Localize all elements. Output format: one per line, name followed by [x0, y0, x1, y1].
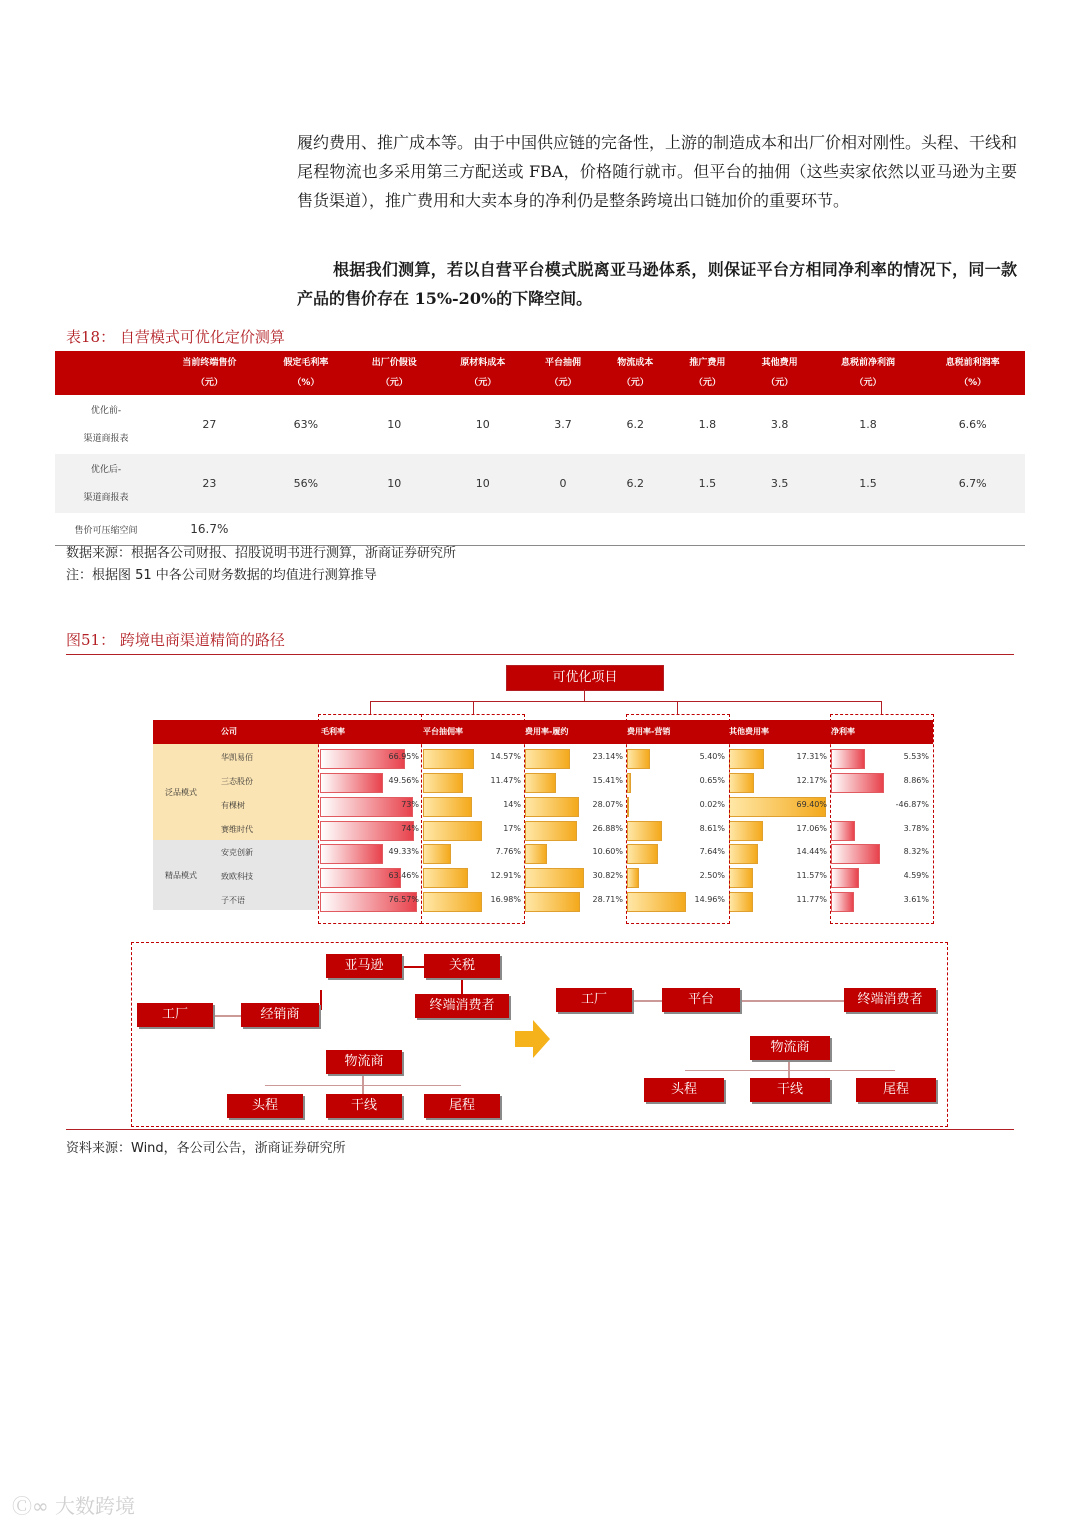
table-cell: 10: [439, 454, 527, 513]
flow-line: [461, 978, 463, 994]
company-name: 有棵树: [221, 801, 245, 810]
table-cell: 23: [157, 454, 262, 513]
table18-header-cell: 其他费用 （元）: [743, 351, 815, 395]
company-name: 致欧科技: [221, 872, 253, 881]
company-name: 华凯易佰: [221, 753, 253, 762]
table-cell: 63%: [262, 395, 350, 454]
table-cell: 6.2: [599, 454, 671, 513]
figure51-source: 资料来源：Wind，各公司公告，浙商证券研究所: [66, 1141, 346, 1156]
body-paragraph-2: 根据我们测算，若以自营平台模式脱离亚马逊体系，则保证平台方相同净利率的情况下，同一款产品的售价存在 15%-20%的下降空间。: [297, 260, 1017, 308]
table18-header-cell: 息税前净利润 （元）: [816, 351, 921, 395]
value-label: 7.76%: [495, 847, 521, 856]
table18-header-cell: 出厂价假设 （元）: [350, 351, 438, 395]
table18-header-cell: 原材料成本 （元）: [439, 351, 527, 395]
arrow-right-icon: [515, 1020, 551, 1058]
value-label: 11.57%: [796, 871, 827, 880]
value-label: 4.59%: [903, 871, 929, 880]
header-company: 公司: [221, 727, 237, 736]
flow-trunk-box: 干线: [326, 1094, 402, 1118]
value-label: 0.65%: [699, 776, 725, 785]
flow-factory-box-right: 工厂: [556, 988, 632, 1012]
header-net-margin: 净利率: [831, 727, 855, 736]
header-gross-margin: 毛利率: [321, 727, 345, 736]
flow-trunk-box-right: 干线: [750, 1078, 830, 1102]
flow-line: [685, 1070, 895, 1071]
value-label: -46.87%: [895, 800, 929, 809]
value-label: 10.60%: [592, 847, 623, 856]
table18-note: 注：根据图 51 中各公司财务数据的均值进行测算推导: [66, 568, 377, 583]
table-cell: 27: [157, 395, 262, 454]
connector: [370, 701, 882, 702]
table18-header-blank: [55, 351, 157, 395]
table-cell: 1.8: [671, 395, 743, 454]
value-label: 11.77%: [796, 895, 827, 904]
value-label: 66.95%: [388, 752, 419, 761]
group-name: 泛品模式: [165, 788, 197, 797]
value-label: 14.44%: [796, 847, 827, 856]
flow-logistics-box-right: 物流商: [750, 1036, 830, 1060]
flow-line: [402, 966, 424, 968]
flow-consumer-box: 终端消费者: [415, 994, 509, 1018]
table18: [55, 351, 1025, 546]
flow-tariff-box: 关税: [424, 954, 500, 978]
table18-header-cell: 息税前利润率 （%）: [920, 351, 1025, 395]
flow-first-leg-box-right: 头程: [644, 1078, 724, 1102]
table-cell: 3.7: [527, 395, 599, 454]
table-cell: 6.6%: [920, 395, 1025, 454]
optimizable-items-box: 可优化项目: [506, 665, 664, 691]
watermark-logo-icon: Ⓒ∞: [12, 1494, 49, 1518]
value-label: 5.53%: [903, 752, 929, 761]
table18-row-after: [55, 454, 1025, 513]
header-marketing: 费用率-营销: [627, 727, 671, 736]
value-label: 8.32%: [903, 847, 929, 856]
value-label: 17.31%: [796, 752, 827, 761]
value-label: 14.96%: [694, 895, 725, 904]
value-label: 28.07%: [592, 800, 623, 809]
table18-header-cell: 平台抽佣 （元）: [527, 351, 599, 395]
value-label: 49.56%: [388, 776, 419, 785]
header-fulfillment: 费用率-履约: [525, 727, 569, 736]
table18-header-cell: 当前终端售价 （元）: [157, 351, 262, 395]
value-label: 5.40%: [699, 752, 725, 761]
table-cell: 6.7%: [920, 454, 1025, 513]
value-label: 17.06%: [796, 824, 827, 833]
table-cell: 10: [439, 395, 527, 454]
company-name: 子不语: [221, 896, 245, 905]
row-label: 优化前- 渠道商报表: [55, 395, 157, 454]
value-label: 3.61%: [903, 895, 929, 904]
value-label: 7.64%: [699, 847, 725, 856]
body-paragraph-1: 履约费用、推广成本等。由于中国供应链的完备性，上游的制造成本和出厂价相对刚性。头程、干线和尾程物流也多采用第三方配送或 FBA，价格随行就市。但平台的抽佣（这些卖家依然以亚马逊为主要售货渠道），推广费用和大卖本身的净利仍是整条跨境出口链加价的重要环节。: [297, 133, 1018, 210]
header-commission: 平台抽佣率: [423, 727, 463, 736]
flow-amazon-box: 亚马逊: [326, 954, 402, 978]
connector: [677, 701, 678, 715]
value-label: 63.46%: [388, 871, 419, 880]
figure51-caption: 图51： 跨境电商渠道精简的路径: [66, 631, 285, 649]
flow-line: [320, 990, 322, 1010]
table18-header-cell: 物流成本 （元）: [599, 351, 671, 395]
flow-logistics-box: 物流商: [326, 1050, 402, 1074]
flow-line: [213, 1015, 241, 1017]
value-label: 12.17%: [796, 776, 827, 785]
row-label: 优化后- 渠道商报表: [55, 454, 157, 513]
flow-first-leg-box: 头程: [227, 1094, 303, 1118]
table-cell: 3.5: [743, 454, 815, 513]
connector: [473, 701, 474, 715]
flow-last-leg-box-right: 尾程: [856, 1078, 936, 1102]
company-name: 安克创新: [221, 848, 253, 857]
flow-line: [740, 1000, 844, 1002]
value-label: 15.41%: [592, 776, 623, 785]
value-label: 8.61%: [699, 824, 725, 833]
value-label: 16.98%: [490, 895, 521, 904]
watermark-text: 大数跨境: [55, 1494, 136, 1518]
table18-row-compress: [55, 513, 1025, 546]
value-label: 69.40%: [796, 800, 827, 809]
header-other: 其他费用率: [729, 727, 769, 736]
compress-value: 16.7%: [157, 513, 262, 546]
flow-line: [632, 1000, 662, 1002]
value-label: 30.82%: [592, 871, 623, 880]
table18-row-before: [55, 395, 1025, 454]
value-label: 14%: [503, 800, 521, 809]
value-label: 76.57%: [388, 895, 419, 904]
value-label: 2.50%: [699, 871, 725, 880]
value-label: 14.57%: [490, 752, 521, 761]
table-cell: 0: [527, 454, 599, 513]
flow-platform-box: 平台: [662, 988, 740, 1012]
table-cell: 1.5: [816, 454, 921, 513]
table18-source: 数据来源：根据各公司财报、招股说明书进行测算，浙商证券研究所: [66, 546, 457, 561]
company-name: 三态股份: [221, 777, 253, 786]
highlight-commission: [421, 714, 525, 924]
value-label: 0.02%: [699, 800, 725, 809]
watermark: [12, 1490, 135, 1519]
value-label: 8.86%: [903, 776, 929, 785]
value-label: 12.91%: [490, 871, 521, 880]
flow-factory-box: 工厂: [137, 1003, 213, 1027]
table18-header-row: [55, 351, 1025, 395]
table18-caption: 表18： 自营模式可优化定价测算: [66, 328, 285, 346]
value-label: 11.47%: [490, 776, 521, 785]
connector: [370, 701, 371, 715]
value-label: 73%: [401, 800, 419, 809]
table-cell: 3.8: [743, 395, 815, 454]
flow-last-leg-box: 尾程: [424, 1094, 500, 1118]
highlight-net-margin: [830, 714, 934, 924]
highlight-gross-margin: [318, 714, 422, 924]
flow-line: [788, 1060, 790, 1078]
table-cell: 1.5: [671, 454, 743, 513]
flow-consumer-box-right: 终端消费者: [844, 988, 936, 1012]
value-label: 23.14%: [592, 752, 623, 761]
value-label: 28.71%: [592, 895, 623, 904]
company-name: 赛维时代: [221, 825, 253, 834]
highlight-marketing: [626, 714, 730, 924]
table-cell: 10: [350, 454, 438, 513]
figure51-top-rule: [66, 654, 1014, 655]
flow-distributor-box: 经销商: [241, 1003, 319, 1027]
value-label: 26.88%: [592, 824, 623, 833]
value-label: 3.78%: [903, 824, 929, 833]
connector: [584, 689, 585, 701]
table-cell: 56%: [262, 454, 350, 513]
compress-label: 售价可压缩空间: [55, 513, 157, 546]
figure51-bottom-rule: [66, 1129, 1014, 1130]
group-name: 精品模式: [165, 871, 197, 880]
table18-header-cell: 假定毛利率 （%）: [262, 351, 350, 395]
value-label: 17%: [503, 824, 521, 833]
table-cell: 6.2: [599, 395, 671, 454]
table18-header-cell: 推广费用 （元）: [671, 351, 743, 395]
connector: [881, 701, 882, 715]
value-label: 74%: [401, 824, 419, 833]
value-label: 49.33%: [388, 847, 419, 856]
table-cell: 10: [350, 395, 438, 454]
flow-line: [265, 1085, 461, 1086]
table-cell: 1.8: [816, 395, 921, 454]
